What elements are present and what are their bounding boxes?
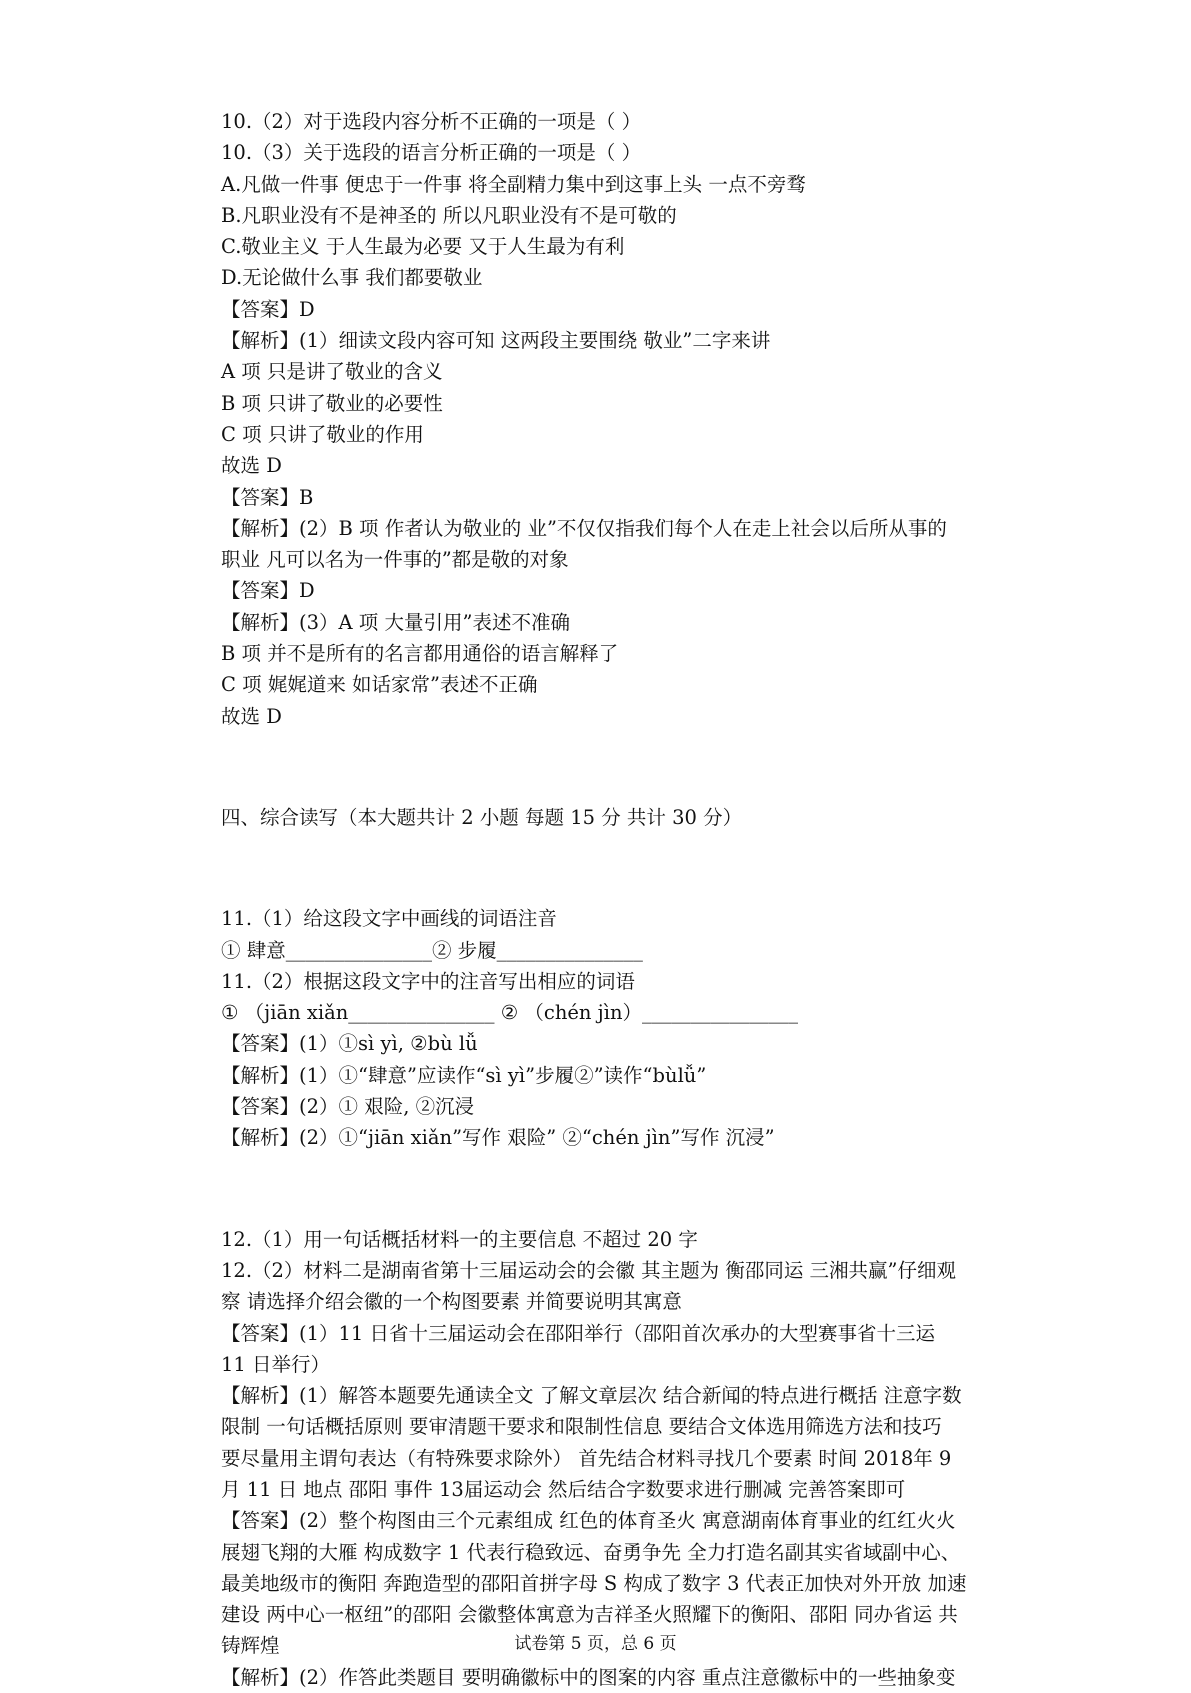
text-line: 最美地级市的衡阳 奔跑造型的邵阳首拼字母 S 构成了数字 3 代表正加快对外开放 加速 bbox=[221, 1571, 967, 1595]
text-line: 【解析】(3）A 项 大量引用”表述不准确 bbox=[221, 610, 570, 634]
text-line: 要尽量用主谓句表达（有特殊要求除外） 首先结合材料寻找几个要素 时间 2018年 9 bbox=[221, 1446, 952, 1470]
text-line: ① （jiān xiǎn_______________ ② （chén jìn）________________ bbox=[221, 1001, 799, 1025]
text-line: 四、综合读写（本大题共计 2 小题 每题 15 分 共计 30 分） bbox=[221, 805, 743, 829]
blank-line bbox=[221, 853, 1041, 884]
text-line: 【答案】(1）11 日省十三届运动会在邵阳举行（邵阳首次承办的大型赛事省十三运 bbox=[221, 1321, 936, 1345]
text-line: ① 肆意_______________② 步履_______________ bbox=[221, 938, 643, 962]
text-line: 【解析】(1）①“肆意”应读作“sì yì”步履②”读作“bùlǚ” bbox=[221, 1063, 707, 1087]
text-line: B 项 并不是所有的名言都用通俗的语言解释了 bbox=[221, 642, 619, 666]
text-line: 12.（2）材料二是湖南省第十三届运动会的会徽 其主题为 衡邵同运 三湘共赢”仔细观 bbox=[221, 1258, 956, 1282]
text-line: 【解析】(1）解答本题要先通读全文 了解文章层次 结合新闻的特点进行概括 注意字数 bbox=[221, 1384, 962, 1408]
text-line: 故选 D bbox=[221, 454, 282, 478]
text-line: 【答案】B bbox=[221, 485, 314, 509]
text-line: 察 请选择介绍会徽的一个构图要素 并简要说明其寓意 bbox=[221, 1290, 682, 1314]
text-line: 【答案】(2）① 艰险, ②沉浸 bbox=[221, 1095, 475, 1119]
document-body bbox=[221, 106, 1041, 1693]
text-line: 11.（2）根据这段文字中的注音写出相应的词语 bbox=[221, 969, 635, 993]
text-line: 月 11 日 地点 邵阳 事件 13届运动会 然后结合字数要求进行删减 完善答案即可 bbox=[221, 1477, 906, 1501]
text-line: 故选 D bbox=[221, 704, 282, 728]
text-line: A.凡做一件事 便忠于一件事 将全副精力集中到这事上头 一点不旁骛 bbox=[221, 172, 806, 196]
text-line: 建设 两中心一枢纽”的邵阳 会徽整体寓意为吉祥圣火照耀下的衡阳、邵阳 同办省运 共 bbox=[221, 1603, 958, 1627]
text-line: D.无论做什么事 我们都要敬业 bbox=[221, 266, 483, 290]
text-line: 铸辉煌 bbox=[221, 1634, 280, 1658]
text-line: C 项 只讲了敬业的作用 bbox=[221, 422, 424, 446]
text-line: 12.（1）用一句话概括材料一的主要信息 不超过 20 字 bbox=[221, 1227, 698, 1251]
text-line: 【答案】D bbox=[221, 297, 315, 321]
page-footer: 试卷第 5 页，总 6 页 bbox=[514, 1634, 677, 1654]
text-line: 【解析】(2）作答此类题目 要明确徽标中的图案的内容 重点注意徽标中的一些抽象变 bbox=[221, 1665, 956, 1689]
text-line: 限制 一句话概括原则 要审清题干要求和限制性信息 要结合文体选用筛选方法和技巧 bbox=[221, 1415, 942, 1439]
text-line: 11.（1）给这段文字中画线的词语注音 bbox=[221, 907, 557, 931]
text-line: C 项 娓娓道来 如话家常”表述不正确 bbox=[221, 673, 538, 697]
text-line: B 项 只讲了敬业的必要性 bbox=[221, 391, 443, 415]
text-line: A 项 只是讲了敬业的含义 bbox=[221, 360, 443, 384]
blank-line bbox=[221, 751, 1041, 782]
text-line: 职业 凡可以名为一件事的”都是敬的对象 bbox=[221, 548, 569, 572]
text-line: 【解析】(2）B 项 作者认为敬业的 业”不仅仅指我们每个人在走上社会以后所从事的 bbox=[221, 516, 947, 540]
text-line: 【答案】D bbox=[221, 579, 315, 603]
text-line: 【答案】(1）①sì yì, ②bù lǚ bbox=[221, 1032, 478, 1056]
text-line: 10.（3）关于选段的语言分析正确的一项是（ ） bbox=[221, 141, 642, 165]
text-line: 10.（2）对于选段内容分析不正确的一项是（ ） bbox=[221, 110, 642, 133]
text-line: 11 日举行） bbox=[221, 1352, 331, 1376]
text-line: 【答案】(2）整个构图由三个元素组成 红色的体育圣火 寓意湖南体育事业的红红火火 bbox=[221, 1509, 956, 1533]
blank-line bbox=[221, 1173, 1041, 1204]
text-line: C.敬业主义 于人生最为必要 又于人生最为有利 bbox=[221, 235, 625, 259]
text-line: 【解析】(2）①“jiān xiǎn”写作 艰险” ②“chén jìn”写作 沉浸” bbox=[221, 1126, 775, 1150]
text-line: 【解析】(1）细读文段内容可知 这两段主要围绕 敬业”二字来讲 bbox=[221, 329, 771, 353]
text-line: B.凡职业没有不是神圣的 所以凡职业没有不是可敬的 bbox=[221, 203, 677, 227]
text-line: 展翅飞翔的大雁 构成数字 1 代表行稳致远、奋勇争先 全力打造名副其实省域副中心、 bbox=[221, 1540, 961, 1564]
